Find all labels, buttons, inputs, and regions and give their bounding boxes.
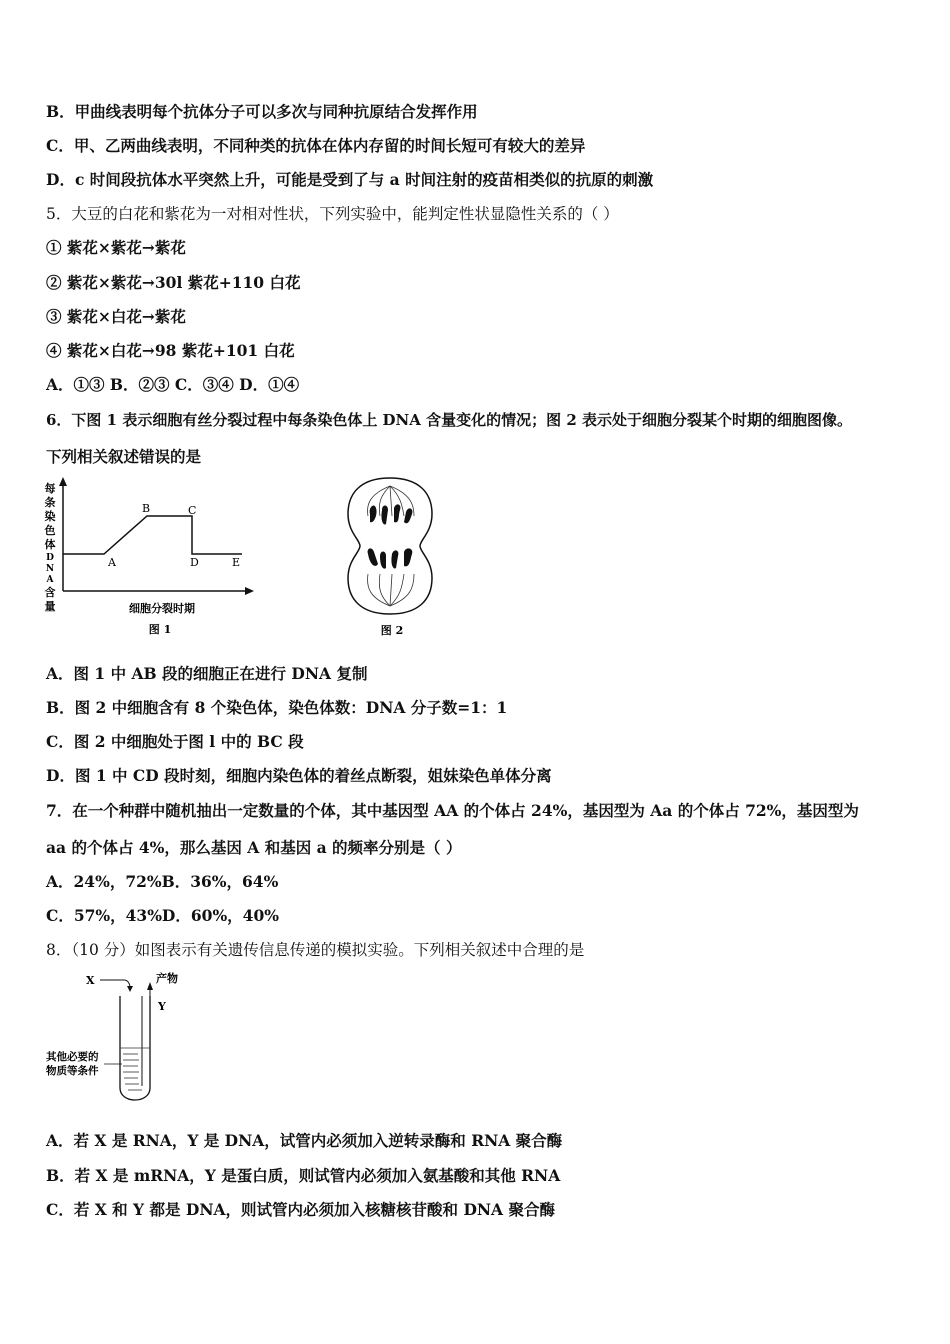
q6-option-a: A．图 1 中 AB 段的细胞正在进行 DNA 复制 bbox=[46, 664, 368, 683]
figure-2-cell bbox=[340, 474, 440, 642]
q7-stem-line2: aa 的个体占 4%，那么基因 A 和基因 a 的频率分别是（ ） bbox=[46, 838, 462, 857]
q6-option-c: C．图 2 中细胞处于图 l 中的 BC 段 bbox=[46, 732, 304, 751]
fig1-point-e: E bbox=[232, 556, 241, 569]
q8-fig-y-label: Y bbox=[158, 1000, 166, 1013]
q8-fig-outlet-arrow bbox=[147, 982, 153, 990]
figure-q8-test-tube bbox=[44, 968, 178, 1110]
q8-fig-x-arrowhead bbox=[127, 986, 133, 992]
fig1-ylabel-c5: 体 bbox=[44, 538, 56, 551]
q5-cross-4: ④ 紫花×白花→98 紫花+101 白花 bbox=[46, 341, 295, 360]
q4-option-b: B．甲曲线表明每个抗体分子可以多次与同种抗原结合发挥作用 bbox=[46, 102, 478, 121]
q5-cross-2: ② 紫花×紫花→30l 紫花+110 白花 bbox=[46, 273, 301, 292]
q6-option-d: D．图 1 中 CD 段时刻，细胞内染色体的着丝点断裂，姐妹染色单体分离 bbox=[46, 766, 552, 785]
fig1-ylabel-c1: 每 bbox=[44, 482, 56, 495]
q8-option-a: A．若 X 是 RNA，Y 是 DNA，试管内必须加入逆转录酶和 RNA 聚合酶 bbox=[46, 1131, 563, 1150]
fig1-point-c: C bbox=[188, 504, 197, 517]
fig1-ylabel-c4: 色 bbox=[44, 524, 56, 537]
q5-stem: 5．大豆的白花和紫花为一对相对性状，下列实验中，能判定性状显隐性关系的（ ） bbox=[46, 205, 619, 223]
figure-1-dna-graph bbox=[42, 472, 260, 644]
fig1-point-b: B bbox=[142, 502, 151, 515]
fig2-cell-membrane bbox=[348, 478, 432, 614]
q5-options: A．①③ B．②③ C．③④ D．①④ bbox=[46, 375, 300, 394]
q8-fig-liquid bbox=[120, 1048, 150, 1090]
fig1-ylabel-c6: D bbox=[46, 553, 54, 563]
q8-stem: 8．（10 分）如图表示有关遗传信息传递的模拟实验。下列相关叙述中合理的是 bbox=[46, 941, 585, 959]
q4-option-d: D．c 时间段抗体水平突然上升，可能是受到了与 a 时间注射的疫苗相类似的抗原的刺激 bbox=[46, 170, 654, 189]
fig2-chromosomes-bottom bbox=[368, 548, 413, 568]
q6-stem-line1: 6．下图 1 表示细胞有丝分裂过程中每条染色体上 DNA 含量变化的情况；图 2 表示处于细胞分裂某个时期的细胞图像。 bbox=[46, 411, 853, 429]
fig1-point-a: A bbox=[108, 556, 116, 569]
q5-cross-3: ③ 紫花×白花→紫花 bbox=[46, 307, 186, 326]
fig1-ylabel-c10: 量 bbox=[44, 600, 56, 613]
fig2-chromosomes-top bbox=[370, 504, 413, 524]
q7-options-ab: A．24%，72%B．36%，64% bbox=[46, 872, 279, 891]
q4-option-c: C．甲、乙两曲线表明，不同种类的抗体在体内存留的时间长短可有较大的差异 bbox=[46, 136, 586, 155]
fig1-x-arrow bbox=[245, 587, 254, 595]
q8-option-c: C．若 X 和 Y 都是 DNA，则试管内必须加入核糖核苷酸和 DNA 聚合酶 bbox=[46, 1200, 555, 1219]
q8-fig-x-label: X bbox=[86, 974, 95, 987]
q5-cross-1: ① 紫花×紫花→紫花 bbox=[46, 238, 186, 257]
fig1-point-d: D bbox=[190, 556, 199, 569]
fig1-caption: 图 1 bbox=[148, 623, 172, 636]
q7-options-cd: C．57%，43%D．60%，40% bbox=[46, 906, 279, 925]
fig2-spindle-bottom bbox=[368, 574, 414, 606]
fig1-ylabel-c9: 含 bbox=[44, 586, 56, 599]
fig1-ylabel-c8: A bbox=[46, 575, 54, 585]
fig1-curve bbox=[63, 516, 242, 554]
q8-fig-cond-label-1: 其他必要的 bbox=[46, 1051, 99, 1063]
q8-fig-product-label: 产物 bbox=[156, 972, 178, 985]
fig1-ylabel-c2: 条 bbox=[44, 496, 56, 509]
q8-fig-cond-label-2: 物质等条件 bbox=[46, 1065, 99, 1077]
q6-stem-line2: 下列相关叙述错误的是 bbox=[46, 447, 202, 466]
fig1-ylabel-c7: N bbox=[45, 564, 55, 574]
q6-option-b: B．图 2 中细胞含有 8 个染色体，染色体数：DNA 分子数=1：1 bbox=[46, 698, 508, 717]
fig2-caption: 图 2 bbox=[380, 624, 404, 637]
q7-stem-line1: 7．在一个种群中随机抽出一定数量的个体，其中基因型 AA 的个体占 24%，基因型为 Aa 的个体占 72%，基因型为 bbox=[46, 801, 859, 820]
fig1-ylabel-c3: 染 bbox=[44, 510, 56, 523]
q8-option-b: B．若 X 是 mRNA，Y 是蛋白质，则试管内必须加入氨基酸和其他 RNA bbox=[46, 1166, 561, 1185]
fig1-xlabel: 细胞分裂时期 bbox=[129, 602, 195, 615]
fig1-y-arrow bbox=[59, 477, 67, 486]
